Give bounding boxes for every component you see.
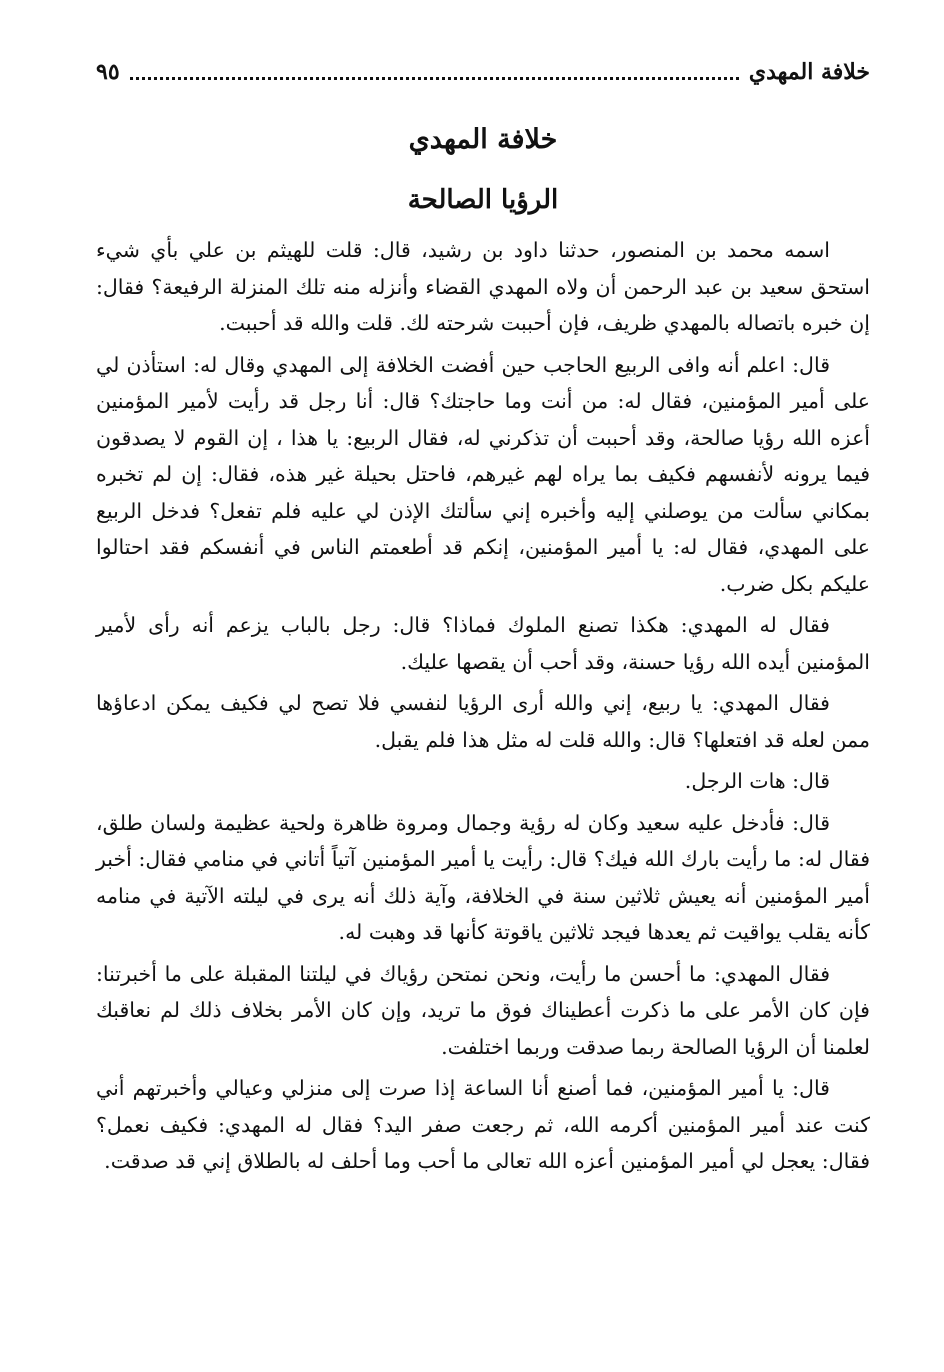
book-page: [96, 50, 870, 1185]
paragraph: فقال له المهدي: هكذا تصنع الملوك فماذا؟ قال: رجل بالباب يزعم أنه رأى لأمير المؤمنين أيده الله رؤيا حسنة، وقد أحب أن يقصها عليك.: [96, 613, 870, 674]
leader-dots: [130, 77, 739, 80]
paragraph: فقال المهدي: يا ربيع، إني والله أرى الرؤيا لنفسي فلا تصح لي فكيف يمكن ادعاؤها ممن لعله قد افتعلها؟ قال: والله قلت له مثل هذا فلم يقبل.: [96, 691, 870, 752]
paragraph: قال: هات الرجل.: [684, 769, 830, 793]
paragraph: قال: فأدخل عليه سعيد وكان له رؤية وجمال ومروة ظاهرة ولحية عظيمة ولسان طلق، فقال له: ما رأيت بارك الله فيك؟ قال: رأيت يا أمير المؤمنين آتياً أتاني في منامي فقال: أخبر أمير المؤمنين أنه يعيش ثلاثين سنة في الخلافة، وآية ذلك أنه يرى في ليلته الآتية في منامه كأنه يقلب يواقيت ثم يعدها فيجد ثلاثين ياقوتة كأنها قد وهبت له.: [96, 810, 870, 944]
body-text: [96, 232, 870, 1180]
section-title: الرؤيا الصالحة: [407, 185, 559, 215]
paragraph: فقال المهدي: ما أحسن ما رأيت، ونحن نمتحن رؤياك في ليلتنا المقبلة على ما أخبرتنا: فإن كان الأمر على ما ذكرت أعطيناك فوق ما تريد، وإن كان الأمر بخلاف ذلك لم نعاقبك لعلمنا أن الرؤيا الصالحة ربما صدقت وربما اختلفت.: [96, 961, 870, 1059]
running-header: [96, 50, 870, 94]
paragraph: اسمه محمد بن المنصور، حدثنا داود بن رشيد، قال: قلت للهيثم بن علي بأي شيء استحق سعيد بن عبد الرحمن أن ولاه المهدي القضاء وأنزله منه تلك المنزلة الرفيعة؟ فقال: إن خبره باتصاله بالمهدي ظريف، فإن أحببت شرحته لك. قلت والله قد أحببت.: [96, 238, 870, 335]
paragraph: قال: يا أمير المؤمنين، فما أصنع أنا الساعة إذا صرت إلى منزلي وعيالي وأخبرتهم أني كنت عند أمير المؤمنين أكرمه الله، ثم رجعت صفر اليد؟ فقال له المهدي: فكيف نعمل؟ فقال: يعجل لي أمير المؤمنين أعزه الله تعالى ما أحب وما أحلف له بالطلاق إني قد صدقت.: [96, 1076, 870, 1173]
paragraph: قال: اعلم أنه وافى الربيع الحاجب حين أفضت الخلافة إلى المهدي وقال له: استأذن لي على أمير المؤمنين، فقال له: من أنت وما حاجتك؟ قال: أنا رجل قد رأيت لأمير المؤمنين أعزه الله رؤيا صالحة، وقد أحببت أن تذكرني له، فقال الربيع: يا هذا ، إن القوم لا يصدقون فيما يرونه لأنفسهم فكيف بما يراه لهم غيرهم، فاحتل بحيلة غير هذه، فقال: إن لم تخبره بمكاني سألت من يوصلني إليه وأخبره إني سألتك الإذن لي عليه فلم تفعل؟ فدخل الربيع على المهدي، فقال له: يا أمير المؤمنين، إنكم قد أطعمتم الناس في أنفسكم فقد احتالوا عليكم بكل ضرب.: [96, 352, 870, 596]
running-title: خلافة المهدي: [748, 59, 870, 85]
page-number: ٩٥: [96, 59, 120, 85]
chapter-title: خلافة المهدي: [408, 124, 558, 155]
